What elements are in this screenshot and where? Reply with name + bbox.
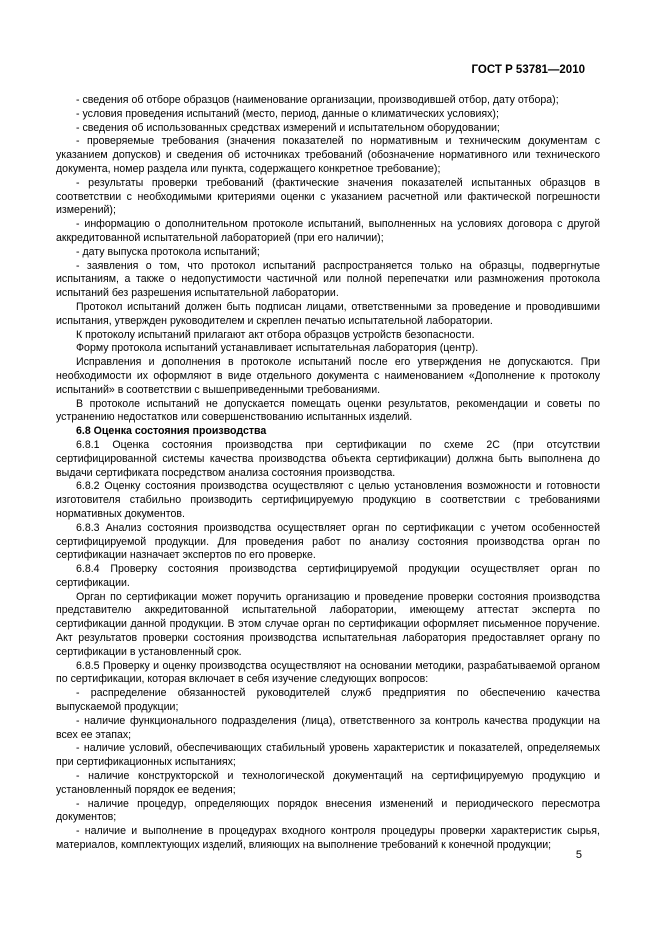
section-heading-6-8: 6.8 Оценка состояния производства [76, 425, 267, 438]
bullet-documentation: - наличие конструкторской и технологической документаций на сертифицируемую продукцию и установленный порядок ее ведения; [56, 770, 600, 796]
paragraph-6-8-2: 6.8.2 Оценку состояния производства осуществляют с целью установления возможности и готовности изготовителя стабильно производить сертифицируемую продукцию в соответствии с требованиями нормативных документов. [56, 480, 600, 520]
bullet-quality-control-unit: - наличие функционального подразделения (лица), ответственного за контроль качества продукции на всех ее этапах; [56, 714, 600, 741]
paragraph-6-8-5: 6.8.5 Проверку и оценку производства осуществляют на основании методики, разрабатываемой органом по сертификации, которая включает в себя изучение следующих вопросов: [56, 659, 600, 686]
bullet-statements: - заявления о том, что протокол испытаний распространяется только на образцы, подвергнутые испытаниям, а также о недопустимости частичной или полной перепечатки или размножения протокола испытаний без разрешения испытательной лаборатории. [56, 259, 600, 300]
bullet-measuring-equipment: - сведения об использованных средствах измерений и испытательном оборудовании; [76, 121, 500, 134]
document-code: ГОСТ Р 53781—2010 [471, 64, 585, 76]
paragraph-protocol-form: Форму протокола испытаний устанавливает испытательная лаборатория (центр). [76, 342, 479, 355]
bullet-test-conditions: - условия проведения испытаний (место, период, данные о климатических условиях); [76, 107, 499, 120]
bullet-change-procedures: - наличие процедур, определяющих порядок внесения изменений и периодического пересмотра документов; [56, 797, 600, 824]
bullet-additional-protocol: - информацию о дополнительном протоколе испытаний, выполненных на условиях договора с другой аккредитованной испытательной лабораторией (при его наличии); [56, 218, 600, 244]
bullet-checked-requirements: - проверяемые требования (значения показателей по нормативным и техническим документам с указанием допусков) и сведения об источниках требований (обозначение нормативного или технического документа, номер раздела или пункта, содержащего конкретное требование); [56, 135, 600, 175]
bullet-incoming-inspection: - наличие и выполнение в процедурах входного контроля процедуры проверки характеристик сырья, материалов, комплектующих изделий, влияющих на выполнение требований к конечной продукции; [56, 825, 600, 852]
paragraph-sampling-act: К протоколу испытаний прилагают акт отбора образцов устройств безопасности. [76, 328, 475, 341]
paragraph-corrections: Исправления и дополнения в протоколе испытаний после его утверждения не допускаются. При необходимости их оформляют в виде отдельного документа с наименованием «Дополнение к протоколу испытаний» в соответствии с вышеприведенными требованиями. [56, 356, 600, 396]
bullet-stable-conditions: - наличие условий, обеспечивающих стабильный уровень характеристик и показателей, определяемых при сертификационных испытаниях; [56, 742, 600, 769]
page-number: 5 [575, 849, 582, 861]
body-text [56, 94, 600, 853]
bullet-check-results: - результаты проверки требований (фактические значения показателей испытанных образцов в соответствии с необходимыми критериями оценки с указанием расчетной или фактической погрешности измерений); [56, 176, 600, 217]
paragraph-no-evaluations: В протоколе испытаний не допускается помещать оценки результатов, рекомендации и советы по устранению недостатков или совершенствованию испытанных изделий. [56, 397, 600, 424]
paragraph-6-8-1: 6.8.1 Оценка состояния производства при сертификации по схеме 2С (при отсутствии сертифицированной системы качества производства объекта сертификации) должна быть выполнена до выдачи сертификата посредством анализа состояния производства. [56, 438, 600, 479]
paragraph-6-8-3: 6.8.3 Анализ состояния производства осуществляет орган по сертификации с учетом особенностей сертифицируемой продукции. Для проведения работ по анализу состояния производства орган по сертификации назначает экспертов по его проверке. [56, 521, 600, 562]
bullet-issue-date: - дату выпуска протокола испытаний; [76, 245, 260, 258]
paragraph-protocol-signing: Протокол испытаний должен быть подписан лицами, ответственными за проведение и проводившими испытания, утвержден руководителем и скреплен печатью испытательной лаборатории. [56, 300, 600, 327]
paragraph-6-8-4: 6.8.4 Проверку состояния производства сертифицируемой продукции осуществляет орган по сертификации. [56, 563, 600, 589]
bullet-sampling-info: - сведения об отборе образцов (наименование организации, производившей отбор, дату отбора); [76, 94, 559, 106]
paragraph-certification-body-delegation: Орган по сертификации может поручить организацию и проведение проверки состояния производства представителю аккредитованной испытательной лаборатории, имеющему аттестат эксперта по сертификации данной продукции. В этом случае орган по сертификации оформляет письменное поручение. Акт результатов проверки состояния производства испытательная лаборатория предоставляет органу по сертификации в установленный срок. [56, 590, 600, 658]
bullet-responsibilities: - распределение обязанностей руководителей служб предприятия по обеспечению качества выпускаемой продукции; [56, 687, 600, 714]
